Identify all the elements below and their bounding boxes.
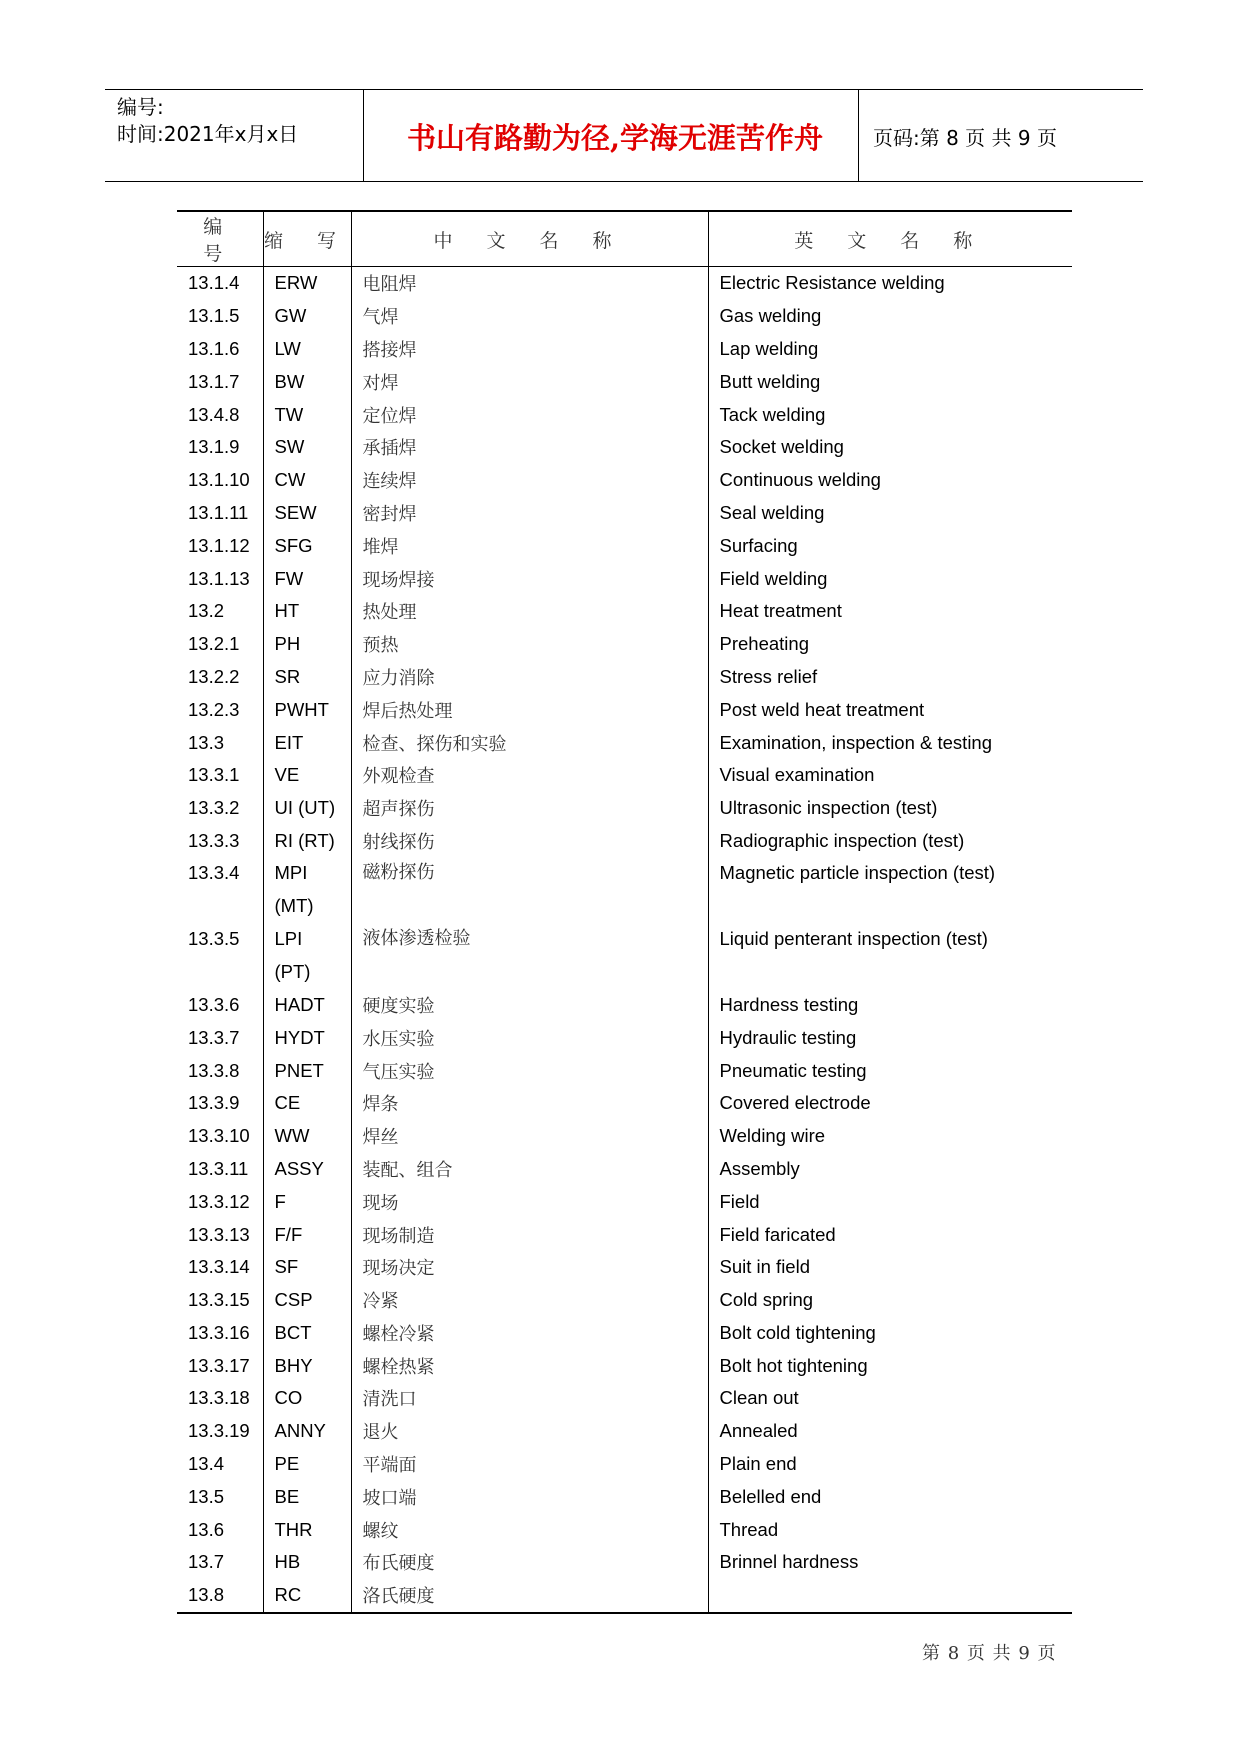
cell-chinese-name-line: 液体渗透检验 xyxy=(362,927,471,949)
cell-chinese-name: 螺栓热紧 xyxy=(351,1349,708,1382)
cell-english-name: Radiographic inspection (test) xyxy=(708,825,1072,858)
cell-chinese-name: 气焊 xyxy=(351,300,708,333)
table-row xyxy=(177,398,1072,431)
cell-chinese-name: 现场 xyxy=(351,1185,708,1218)
cell-chinese-name: 硬度实验 xyxy=(351,989,708,1022)
cell-number: 13.3.17 xyxy=(188,1354,250,1376)
table-row xyxy=(177,1284,1072,1317)
cell-number: 13.3.2 xyxy=(188,797,240,819)
cell-number: 13.1.5 xyxy=(188,305,240,327)
cell-chinese-name: 水压实验 xyxy=(351,1021,708,1054)
cell-number: 13.3.7 xyxy=(188,1026,240,1048)
page-header xyxy=(105,89,1143,182)
table-row xyxy=(177,497,1072,530)
cell-chinese-name: 应力消除 xyxy=(351,661,708,694)
header-meta xyxy=(117,94,298,148)
cell-abbreviation-line: (PT) xyxy=(274,960,311,982)
cell-number: 13.8 xyxy=(188,1584,225,1606)
cell-chinese-name: 射线探伤 xyxy=(351,825,708,858)
column-header-abbreviation: 缩 写 xyxy=(263,211,351,267)
table-row xyxy=(177,1218,1072,1251)
abbreviation-table xyxy=(177,210,1072,1614)
cell-number: 13.1.12 xyxy=(188,534,250,556)
cell-chinese-name: 焊后热处理 xyxy=(351,693,708,726)
header-divider xyxy=(858,90,859,181)
cell-abbreviation: HADT xyxy=(263,989,351,1022)
cell-abbreviation: EIT xyxy=(263,726,351,759)
cell-abbreviation: SFG xyxy=(263,529,351,562)
cell-number: 13.3.8 xyxy=(188,1059,240,1081)
cell-abbreviation xyxy=(263,857,351,923)
cell-abbreviation: HYDT xyxy=(263,1021,351,1054)
cell-abbreviation: HB xyxy=(263,1546,351,1579)
cell-abbreviation: WW xyxy=(263,1120,351,1153)
table-row xyxy=(177,792,1072,825)
document-number-label: 编号: xyxy=(117,95,164,119)
cell-chinese-name: 检查、探伤和实验 xyxy=(351,726,708,759)
cell-chinese-name: 螺纹 xyxy=(351,1513,708,1546)
table-row xyxy=(177,1251,1072,1284)
cell-chinese-name: 热处理 xyxy=(351,595,708,628)
cell-english-name: Lap welding xyxy=(708,333,1072,366)
cell-chinese-name: 坡口端 xyxy=(351,1480,708,1513)
table-row xyxy=(177,562,1072,595)
cell-number: 13.3.19 xyxy=(188,1420,250,1442)
cell-english-name xyxy=(708,923,1072,989)
cell-english-name: Hardness testing xyxy=(708,989,1072,1022)
cell-english-name: Field xyxy=(708,1185,1072,1218)
cell-abbreviation-line: (MT) xyxy=(274,895,314,917)
cell-english-name: Assembly xyxy=(708,1153,1072,1186)
cell-number: 13.2.2 xyxy=(188,665,240,687)
cell-chinese-name: 布氏硬度 xyxy=(351,1546,708,1579)
cell-english-name: Tack welding xyxy=(708,398,1072,431)
cell-english-name: Gas welding xyxy=(708,300,1072,333)
cell-number: 13.3.18 xyxy=(188,1387,250,1409)
cell-english-name: Hydraulic testing xyxy=(708,1021,1072,1054)
cell-number: 13.3.9 xyxy=(188,1092,240,1114)
table-row xyxy=(177,857,1072,923)
cell-chinese-name: 焊条 xyxy=(351,1087,708,1120)
column-header-chinese-name: 中 文 名 称 xyxy=(351,211,708,267)
cell-number: 13.3.3 xyxy=(188,829,240,851)
cell-abbreviation: SEW xyxy=(263,497,351,530)
cell-abbreviation: SR xyxy=(263,661,351,694)
table-row xyxy=(177,1087,1072,1120)
cell-chinese-name: 外观检查 xyxy=(351,759,708,792)
cell-english-name: Socket welding xyxy=(708,431,1072,464)
cell-chinese-name: 装配、组合 xyxy=(351,1153,708,1186)
table-row xyxy=(177,595,1072,628)
cell-abbreviation: HT xyxy=(263,595,351,628)
cell-number: 13.3.11 xyxy=(188,1157,249,1179)
cell-abbreviation: PE xyxy=(263,1448,351,1481)
table-row xyxy=(177,628,1072,661)
cell-english-name-line: Magnetic particle inspection (test) xyxy=(719,862,996,884)
table-row xyxy=(177,1382,1072,1415)
cell-abbreviation: GW xyxy=(263,300,351,333)
cell-number: 13.1.13 xyxy=(188,567,250,589)
cell-number-line: 13.3.4 xyxy=(188,862,240,884)
table-row xyxy=(177,1317,1072,1350)
cell-number: 13.6 xyxy=(188,1518,225,1540)
table-body xyxy=(177,267,1072,1613)
table-row xyxy=(177,1513,1072,1546)
cell-english-name: Brinnel hardness xyxy=(708,1546,1072,1579)
table-row xyxy=(177,1579,1072,1613)
table-row xyxy=(177,1120,1072,1153)
cell-english-name: Stress relief xyxy=(708,661,1072,694)
table-row xyxy=(177,300,1072,333)
cell-number: 13.1.6 xyxy=(188,337,240,359)
cell-english-name xyxy=(708,1579,1072,1613)
cell-chinese-name: 电阻焊 xyxy=(351,267,708,300)
cell-english-name: Continuous welding xyxy=(708,464,1072,497)
table-row xyxy=(177,726,1072,759)
column-header-english-name: 英 文 名 称 xyxy=(708,211,1072,267)
cell-number: 13.1.10 xyxy=(188,469,250,491)
cell-number: 13.3.14 xyxy=(188,1256,250,1278)
table-row xyxy=(177,825,1072,858)
cell-abbreviation: BCT xyxy=(263,1317,351,1350)
cell-abbreviation: THR xyxy=(263,1513,351,1546)
cell-number: 13.3.13 xyxy=(188,1223,250,1245)
cell-chinese-name: 退火 xyxy=(351,1415,708,1448)
cell-chinese-name: 洛氏硬度 xyxy=(351,1579,708,1613)
cell-abbreviation: VE xyxy=(263,759,351,792)
cell-chinese-name xyxy=(351,923,708,989)
cell-english-name: Field faricated xyxy=(708,1218,1072,1251)
table-row xyxy=(177,1054,1072,1087)
cell-chinese-name xyxy=(351,857,708,923)
cell-chinese-name: 承插焊 xyxy=(351,431,708,464)
cell-abbreviation: F xyxy=(263,1185,351,1218)
cell-abbreviation: TW xyxy=(263,398,351,431)
cell-abbreviation: BW xyxy=(263,365,351,398)
cell-english-name: Covered electrode xyxy=(708,1087,1072,1120)
cell-abbreviation: CO xyxy=(263,1382,351,1415)
cell-abbreviation: CSP xyxy=(263,1284,351,1317)
cell-number-line: 13.3.5 xyxy=(188,927,240,949)
cell-chinese-name: 连续焊 xyxy=(351,464,708,497)
cell-abbreviation: RI (RT) xyxy=(263,825,351,858)
column-header-number: 编 号 xyxy=(177,211,263,267)
cell-number: 13.3 xyxy=(188,731,225,753)
table-row xyxy=(177,759,1072,792)
table-row xyxy=(177,1546,1072,1579)
cell-english-name: Post weld heat treatment xyxy=(708,693,1072,726)
cell-abbreviation xyxy=(263,923,351,989)
cell-number: 13.3.15 xyxy=(188,1289,250,1311)
cell-chinese-name: 现场制造 xyxy=(351,1218,708,1251)
cell-chinese-name: 螺栓冷紧 xyxy=(351,1317,708,1350)
cell-abbreviation: PH xyxy=(263,628,351,661)
table-row xyxy=(177,529,1072,562)
cell-number: 13.3.10 xyxy=(188,1125,250,1147)
cell-abbreviation: UI (UT) xyxy=(263,792,351,825)
cell-number: 13.3.1 xyxy=(188,764,240,786)
cell-abbreviation: LW xyxy=(263,333,351,366)
cell-chinese-name: 密封焊 xyxy=(351,497,708,530)
table-row xyxy=(177,989,1072,1022)
cell-chinese-name: 气压实验 xyxy=(351,1054,708,1087)
cell-number: 13.1.11 xyxy=(188,501,249,523)
cell-abbreviation: PNET xyxy=(263,1054,351,1087)
cell-abbreviation: ERW xyxy=(263,267,351,300)
cell-abbreviation: ANNY xyxy=(263,1415,351,1448)
cell-number xyxy=(177,923,263,989)
cell-number: 13.5 xyxy=(188,1485,225,1507)
table-row xyxy=(177,267,1072,300)
cell-chinese-name: 冷紧 xyxy=(351,1284,708,1317)
cell-chinese-name: 焊丝 xyxy=(351,1120,708,1153)
table-row xyxy=(177,1153,1072,1186)
table-header-row xyxy=(177,211,1072,267)
cell-number: 13.1.4 xyxy=(188,272,240,294)
cell-english-name: Cold spring xyxy=(708,1284,1072,1317)
cell-abbreviation: SW xyxy=(263,431,351,464)
cell-number: 13.4.8 xyxy=(188,403,240,425)
header-divider xyxy=(363,90,364,181)
cell-english-name xyxy=(708,857,1072,923)
table-row xyxy=(177,1349,1072,1382)
cell-number xyxy=(177,857,263,923)
table-row xyxy=(177,661,1072,694)
cell-abbreviation: CE xyxy=(263,1087,351,1120)
cell-chinese-name-line: 磁粉探伤 xyxy=(362,862,435,884)
cell-english-name: Clean out xyxy=(708,1382,1072,1415)
cell-number: 13.1.7 xyxy=(188,370,240,392)
cell-english-name: Butt welding xyxy=(708,365,1072,398)
table-row xyxy=(177,464,1072,497)
cell-abbreviation: PWHT xyxy=(263,693,351,726)
table-row xyxy=(177,1415,1072,1448)
cell-number: 13.3.6 xyxy=(188,993,240,1015)
table-row xyxy=(177,923,1072,989)
cell-chinese-name: 搭接焊 xyxy=(351,333,708,366)
cell-abbreviation: BE xyxy=(263,1480,351,1513)
cell-chinese-name: 对焊 xyxy=(351,365,708,398)
cell-abbreviation: BHY xyxy=(263,1349,351,1382)
cell-english-name: Heat treatment xyxy=(708,595,1072,628)
cell-number: 13.3.12 xyxy=(188,1190,250,1212)
cell-english-name: Annealed xyxy=(708,1415,1072,1448)
cell-chinese-name: 定位焊 xyxy=(351,398,708,431)
cell-english-name: Plain end xyxy=(708,1448,1072,1481)
cell-english-name: Thread xyxy=(708,1513,1072,1546)
table-row xyxy=(177,1480,1072,1513)
cell-abbreviation: CW xyxy=(263,464,351,497)
page-footer: 第 8 页 共 9 页 xyxy=(922,1643,1057,1664)
cell-english-name: Surfacing xyxy=(708,529,1072,562)
cell-english-name: Belelled end xyxy=(708,1480,1072,1513)
cell-abbreviation: ASSY xyxy=(263,1153,351,1186)
cell-english-name: Preheating xyxy=(708,628,1072,661)
cell-number: 13.3.16 xyxy=(188,1321,250,1343)
cell-english-name: Electric Resistance welding xyxy=(708,267,1072,300)
table-row xyxy=(177,333,1072,366)
cell-english-name-line: Liquid penterant inspection (test) xyxy=(719,927,988,949)
cell-abbreviation: FW xyxy=(263,562,351,595)
cell-abbreviation: F/F xyxy=(263,1218,351,1251)
abbreviation-table-container xyxy=(177,210,1072,1614)
cell-english-name: Bolt hot tightening xyxy=(708,1349,1072,1382)
cell-abbreviation-line: MPI xyxy=(274,862,308,884)
cell-english-name: Visual examination xyxy=(708,759,1072,792)
table-row xyxy=(177,693,1072,726)
cell-chinese-name: 预热 xyxy=(351,628,708,661)
cell-chinese-name: 超声探伤 xyxy=(351,792,708,825)
cell-chinese-name: 平端面 xyxy=(351,1448,708,1481)
cell-english-name: Suit in field xyxy=(708,1251,1072,1284)
cell-english-name: Seal welding xyxy=(708,497,1072,530)
document-time-label: 时间:2021年x月x日 xyxy=(117,122,299,146)
header-motto: 书山有路勤为径,学海无涯苦作舟 xyxy=(406,121,824,155)
cell-number: 13.2.1 xyxy=(188,633,240,655)
cell-abbreviation-line: LPI xyxy=(274,927,303,949)
cell-number: 13.2.3 xyxy=(188,698,240,720)
table-row xyxy=(177,1185,1072,1218)
cell-chinese-name: 现场决定 xyxy=(351,1251,708,1284)
cell-abbreviation: SF xyxy=(263,1251,351,1284)
cell-abbreviation: RC xyxy=(263,1579,351,1613)
cell-english-name: Ultrasonic inspection (test) xyxy=(708,792,1072,825)
cell-number: 13.7 xyxy=(188,1551,225,1573)
cell-english-name: Bolt cold tightening xyxy=(708,1317,1072,1350)
table-row xyxy=(177,1021,1072,1054)
cell-number: 13.1.9 xyxy=(188,436,240,458)
cell-number: 13.4 xyxy=(188,1453,225,1475)
cell-chinese-name: 堆焊 xyxy=(351,529,708,562)
cell-english-name: Field welding xyxy=(708,562,1072,595)
cell-chinese-name: 清洗口 xyxy=(351,1382,708,1415)
cell-number: 13.2 xyxy=(188,600,225,622)
cell-english-name: Pneumatic testing xyxy=(708,1054,1072,1087)
cell-english-name: Examination, inspection & testing xyxy=(708,726,1072,759)
table-row xyxy=(177,365,1072,398)
table-row xyxy=(177,1448,1072,1481)
cell-chinese-name: 现场焊接 xyxy=(351,562,708,595)
table-row xyxy=(177,431,1072,464)
header-page-info: 页码:第 8 页 共 9 页 xyxy=(873,126,1057,150)
cell-english-name: Welding wire xyxy=(708,1120,1072,1153)
